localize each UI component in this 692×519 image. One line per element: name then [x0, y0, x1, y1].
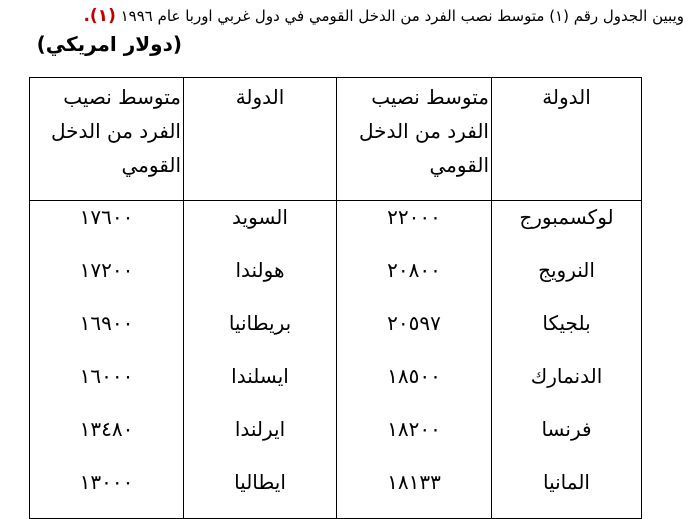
header-country-a: الدولة: [492, 78, 642, 201]
income-cell: ١٦٩٠٠: [30, 308, 184, 361]
intro-text: ويبين الجدول رقم (١) متوسط نصب الفرد من الدخل القومي في دول غربي اوربا عام ١٩٩٦: [120, 7, 684, 25]
table-row: [30, 308, 642, 361]
country-cell: فرنسا: [492, 414, 642, 467]
table-row: [30, 467, 642, 519]
header-income-a: متوسط نصيب الفرد من الدخل القومي: [337, 78, 492, 201]
income-cell: ١٨٥٠٠: [337, 361, 492, 414]
income-table: [29, 77, 642, 519]
table-header-row: [30, 78, 642, 201]
table-row: [30, 201, 642, 256]
income-cell: ٢٠٥٩٧: [337, 308, 492, 361]
income-cell: ١٨٢٠٠: [337, 414, 492, 467]
income-cell: ١٨١٣٣: [337, 467, 492, 519]
intro-reference: (١).: [83, 6, 116, 26]
income-cell: ١٣٤٨٠: [30, 414, 184, 467]
country-cell: هولندا: [184, 255, 337, 308]
country-cell: ايطاليا: [184, 467, 337, 519]
income-cell: ٢٠٨٠٠: [337, 255, 492, 308]
table-row: [30, 255, 642, 308]
income-cell: ١٦٠٠٠: [30, 361, 184, 414]
income-cell: ١٧٢٠٠: [30, 255, 184, 308]
currency-unit: (دولار امريكي): [36, 32, 182, 56]
income-cell: ٢٢٠٠٠: [337, 201, 492, 256]
income-cell: ١٧٦٠٠: [30, 201, 184, 256]
country-cell: لوكسمبورج: [492, 201, 642, 256]
table-row: [30, 361, 642, 414]
country-cell: ايرلندا: [184, 414, 337, 467]
country-cell: بلجيكا: [492, 308, 642, 361]
country-cell: النرويج: [492, 255, 642, 308]
country-cell: ايسلندا: [184, 361, 337, 414]
country-cell: المانيا: [492, 467, 642, 519]
country-cell: السويد: [184, 201, 337, 256]
table-row: [30, 414, 642, 467]
header-country-b: الدولة: [184, 78, 337, 201]
country-cell: الدنمارك: [492, 361, 642, 414]
header-income-b: متوسط نصيب الفرد من الدخل القومي: [30, 78, 184, 201]
country-cell: بريطانيا: [184, 308, 337, 361]
income-cell: ١٣٠٠٠: [30, 467, 184, 519]
intro-paragraph: [8, 6, 684, 26]
